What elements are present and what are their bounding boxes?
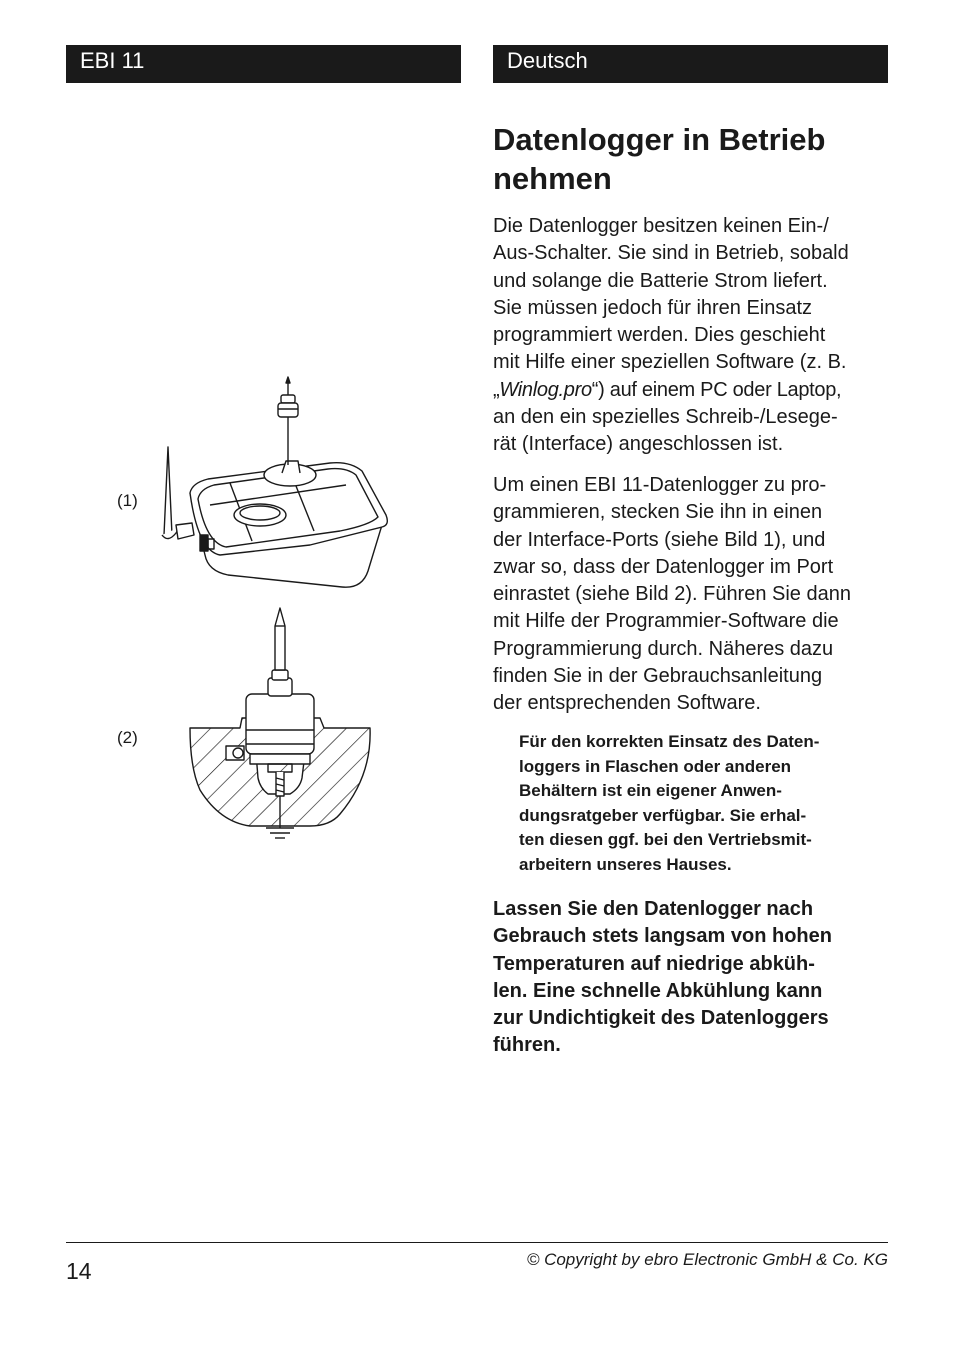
- text-line: grammieren, stecken Sie ihn in einen: [493, 501, 823, 524]
- quote-rest: “) auf einem PC oder Laptop,: [591, 378, 842, 401]
- title-line-1: Datenlogger in Betrieb: [493, 122, 826, 157]
- text-line-software-ref: [493, 379, 841, 401]
- text-line: Aus-Schalter. Sie sind in Betrieb, sobald: [493, 242, 849, 265]
- note-line: loggers in Flaschen oder anderen: [519, 756, 792, 776]
- text-line: mit Hilfe einer speziellen Software (z. B.: [493, 351, 847, 374]
- text-line: der entsprechenden Software.: [493, 692, 761, 715]
- note-line: Für den korrekten Einsatz des Daten-: [519, 732, 820, 751]
- note-line: dungsratgeber verfügbar. Sie erhal-: [519, 805, 807, 825]
- warning-block: [493, 896, 888, 1060]
- copyright-notice: © Copyright by ebro Electronic GmbH & Co. KG: [526, 1250, 888, 1269]
- page-number: 14: [66, 1258, 92, 1284]
- text-line: mit Hilfe der Programmier-Software die: [493, 610, 839, 633]
- figure-1-label: (1): [117, 491, 138, 510]
- software-name: Winlog.pro: [499, 378, 592, 401]
- paragraph-programming: [493, 472, 888, 718]
- warning-line: len. Eine schnelle Abkühlung kann: [493, 979, 823, 1002]
- note-line: arbeitern unseres Hauses.: [519, 854, 732, 874]
- text-line: und solange die Batterie Strom liefert.: [493, 269, 828, 292]
- warning-line: Gebrauch stets langsam von hohen: [493, 925, 832, 948]
- text-line: Die Datenlogger besitzen keinen Ein-/: [493, 215, 829, 237]
- figure-2-cross-section-illustration: [180, 600, 380, 845]
- note-line: ten diesen ggf. bei den Vertriebsmit-: [519, 830, 812, 849]
- header-language-tab: Deutsch: [493, 45, 888, 83]
- figure-2-label: (2): [117, 728, 138, 747]
- text-line: rät (Interface) angeschlossen ist.: [493, 433, 784, 456]
- figure-1-interface-illustration: [150, 375, 390, 590]
- text-line: zwar so, dass der Datenlogger im Port: [493, 555, 834, 578]
- quote-open: „: [493, 378, 500, 401]
- text-line: Sie müssen jedoch für ihren Einsatz: [493, 296, 813, 319]
- footer-divider: [66, 1242, 888, 1243]
- section-title: [493, 120, 893, 198]
- text-line: Programmierung durch. Näheres dazu: [493, 637, 834, 660]
- text-line: finden Sie in der Gebrauchsanleitung: [493, 665, 823, 688]
- warning-line: zur Undichtigkeit des Datenloggers: [493, 1007, 829, 1030]
- text-line: programmiert werden. Dies geschieht: [493, 324, 826, 347]
- text-line: Um einen EBI 11-Datenlogger zu pro-: [493, 474, 827, 496]
- note-line: Behältern ist ein eigener Anwen-: [519, 781, 782, 800]
- paragraph-intro: [493, 213, 888, 459]
- title-line-2: nehmen: [493, 161, 612, 196]
- text-line: der Interface-Ports (siehe Bild 1), und: [493, 528, 826, 551]
- text-line: einrastet (siehe Bild 2). Führen Sie dann: [493, 583, 851, 606]
- text-line: an den ein spezielles Schreib-/Lesege-: [493, 406, 838, 429]
- warning-line: Temperaturen auf niedrige abküh-: [493, 952, 815, 975]
- warning-line: Lassen Sie den Datenlogger nach: [493, 898, 814, 920]
- warning-line: führen.: [493, 1034, 561, 1057]
- header-model-tab: EBI 11: [66, 45, 461, 83]
- note-block: [519, 730, 875, 877]
